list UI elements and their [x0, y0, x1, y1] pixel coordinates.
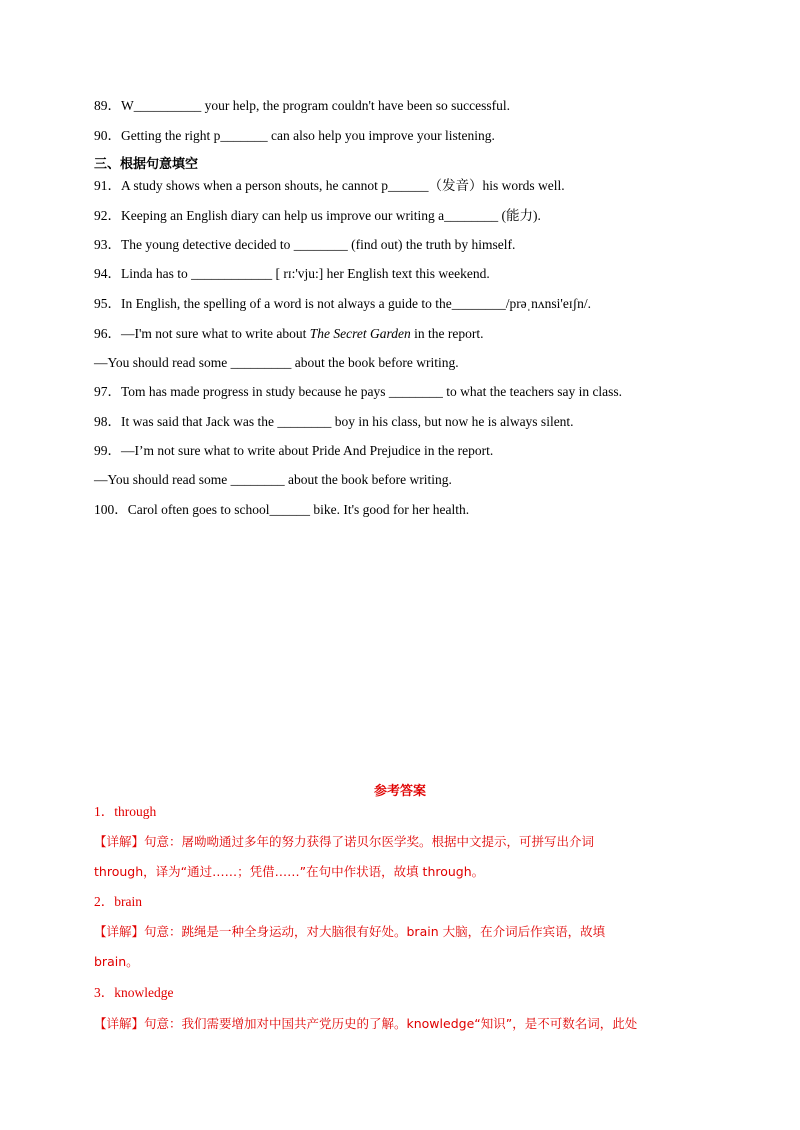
answer-2: 2．brain — [94, 894, 142, 909]
answer-1: 1．through — [94, 804, 157, 819]
question-97: 97．Tom has made progress in study because he pays ________ to what the teachers say in class. — [94, 384, 623, 399]
question-96-reply: —You should read some _________ about the book before writing. — [94, 355, 459, 370]
answer-1-detail-cont: through，译为“通过……；凭借……”在句中作状语，故填 through。 — [94, 864, 485, 879]
question-90: 90．Getting the right p_______ can also help you improve your listening. — [94, 128, 495, 143]
section-heading: 三、根据句意填空 — [94, 157, 199, 172]
answer-2-detail-cont: brain。 — [94, 954, 139, 969]
question-93: 93．The young detective decided to ________ (find out) the truth by himself. — [94, 237, 516, 252]
question-91: 91．A study shows when a person shouts, he cannot p______（发音）his words well. — [94, 178, 565, 193]
answers-title: 参考答案 — [373, 784, 426, 799]
question-99-reply: —You should read some ________ about the book before writing. — [94, 472, 452, 487]
question-92: 92．Keeping an English diary can help us improve our writing a________ (能力). — [94, 208, 541, 223]
question-89: 89．W__________ your help, the program couldn't have been so successful. — [94, 98, 510, 113]
question-99: 99．—I’m not sure what to write about Pride And Prejudice in the report. — [94, 443, 494, 458]
answer-1-detail: 【详解】句意：屠呦呦通过多年的努力获得了诺贝尔医学奖。根据中文提示，可拼写出介词 — [94, 834, 595, 849]
answer-3: 3．knowledge — [94, 985, 174, 1000]
answer-2-detail: 【详解】句意：跳绳是一种全身运动，对大脑很有好处。brain 大脑，在介词后作宾语，故填 — [94, 924, 606, 939]
question-96: 96．—I'm not sure what to write about The Secret Garden in the report. — [94, 326, 484, 341]
book-title: The Secret Garden — [309, 326, 411, 341]
answer-3-detail: 【详解】句意：我们需要增加对中国共产党历史的了解。knowledge“知识”，是不可数名词，此处 — [94, 1016, 638, 1031]
question-94: 94．Linda has to ____________ [ rɪ:'vju:] her English text this weekend. — [94, 266, 490, 281]
question-95: 95．In English, the spelling of a word is not always a guide to the________/prəˌnʌnsi'eɪʃn/. — [94, 296, 591, 311]
question-100: 100．Carol often goes to school______ bike. It's good for her health. — [94, 502, 470, 517]
question-98: 98．It was said that Jack was the ________ boy in his class, but now he is always silent. — [94, 414, 574, 429]
